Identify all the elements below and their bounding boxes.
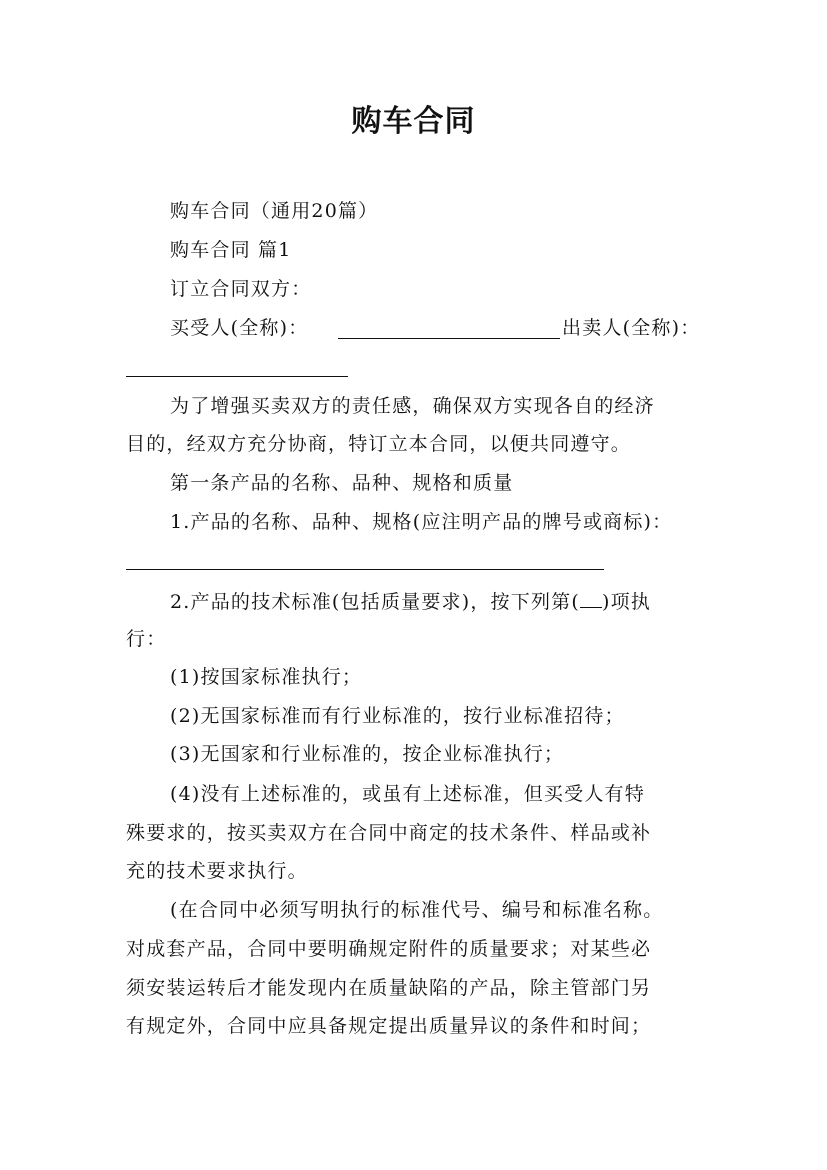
note-line: 须安装运转后才能发现内在质量缺陷的产品，除主管部门另 <box>126 977 652 999</box>
list-item: 充的技术要求执行。 <box>126 860 308 882</box>
clause-line: 行： <box>126 628 167 650</box>
body-line: 目的，经双方充分协商，特订立本合同，以便共同遵守。 <box>126 433 632 455</box>
list-item: (4)没有上述标准的，或虽有上述标准，但买受人有特 <box>170 783 645 805</box>
clause-line: 1.产品的名称、品种、规格(应注明产品的牌号或商标)： <box>170 511 673 533</box>
subtitle-line: 购车合同（通用20篇） <box>170 200 379 222</box>
seller-label: 出卖人(全称)： <box>562 317 701 339</box>
clause-text: )项执 <box>601 591 651 613</box>
section-heading: 购车合同 篇1 <box>170 239 292 261</box>
note-line: 对成套产品，合同中要明确规定附件的质量要求；对某些必 <box>126 938 652 960</box>
list-item: (3)无国家和行业标准的，按企业标准执行； <box>170 743 565 765</box>
list-item: (2)无国家标准而有行业标准的，按行业标准招待； <box>170 705 625 727</box>
note-line: (在合同中必须写明执行的标准代号、编号和标准名称。 <box>170 899 664 921</box>
list-item: 殊要求的，按买卖双方在合同中商定的技术条件、样品或补 <box>126 822 652 844</box>
product-blank-line <box>126 569 604 570</box>
parties-label: 订立合同双方： <box>170 278 312 300</box>
buyer-blank-line <box>338 338 560 339</box>
inline-blank <box>580 587 602 608</box>
buyer-label: 买受人(全称)： <box>170 317 309 339</box>
seller-blank-line <box>126 376 348 377</box>
clause-text: 2.产品的技术标准(包括质量要求)，按下列第( <box>170 591 580 613</box>
clause-line <box>170 587 651 615</box>
document-title: 购车合同 <box>351 104 476 139</box>
body-line: 为了增强买卖双方的责任感，确保双方实现各自的经济 <box>170 395 655 417</box>
note-line: 有规定外，合同中应具备规定提出质量异议的条件和时间； <box>126 1015 652 1037</box>
list-item: (1)按国家标准执行； <box>170 666 363 688</box>
article-heading: 第一条产品的名称、品种、规格和质量 <box>170 472 514 494</box>
